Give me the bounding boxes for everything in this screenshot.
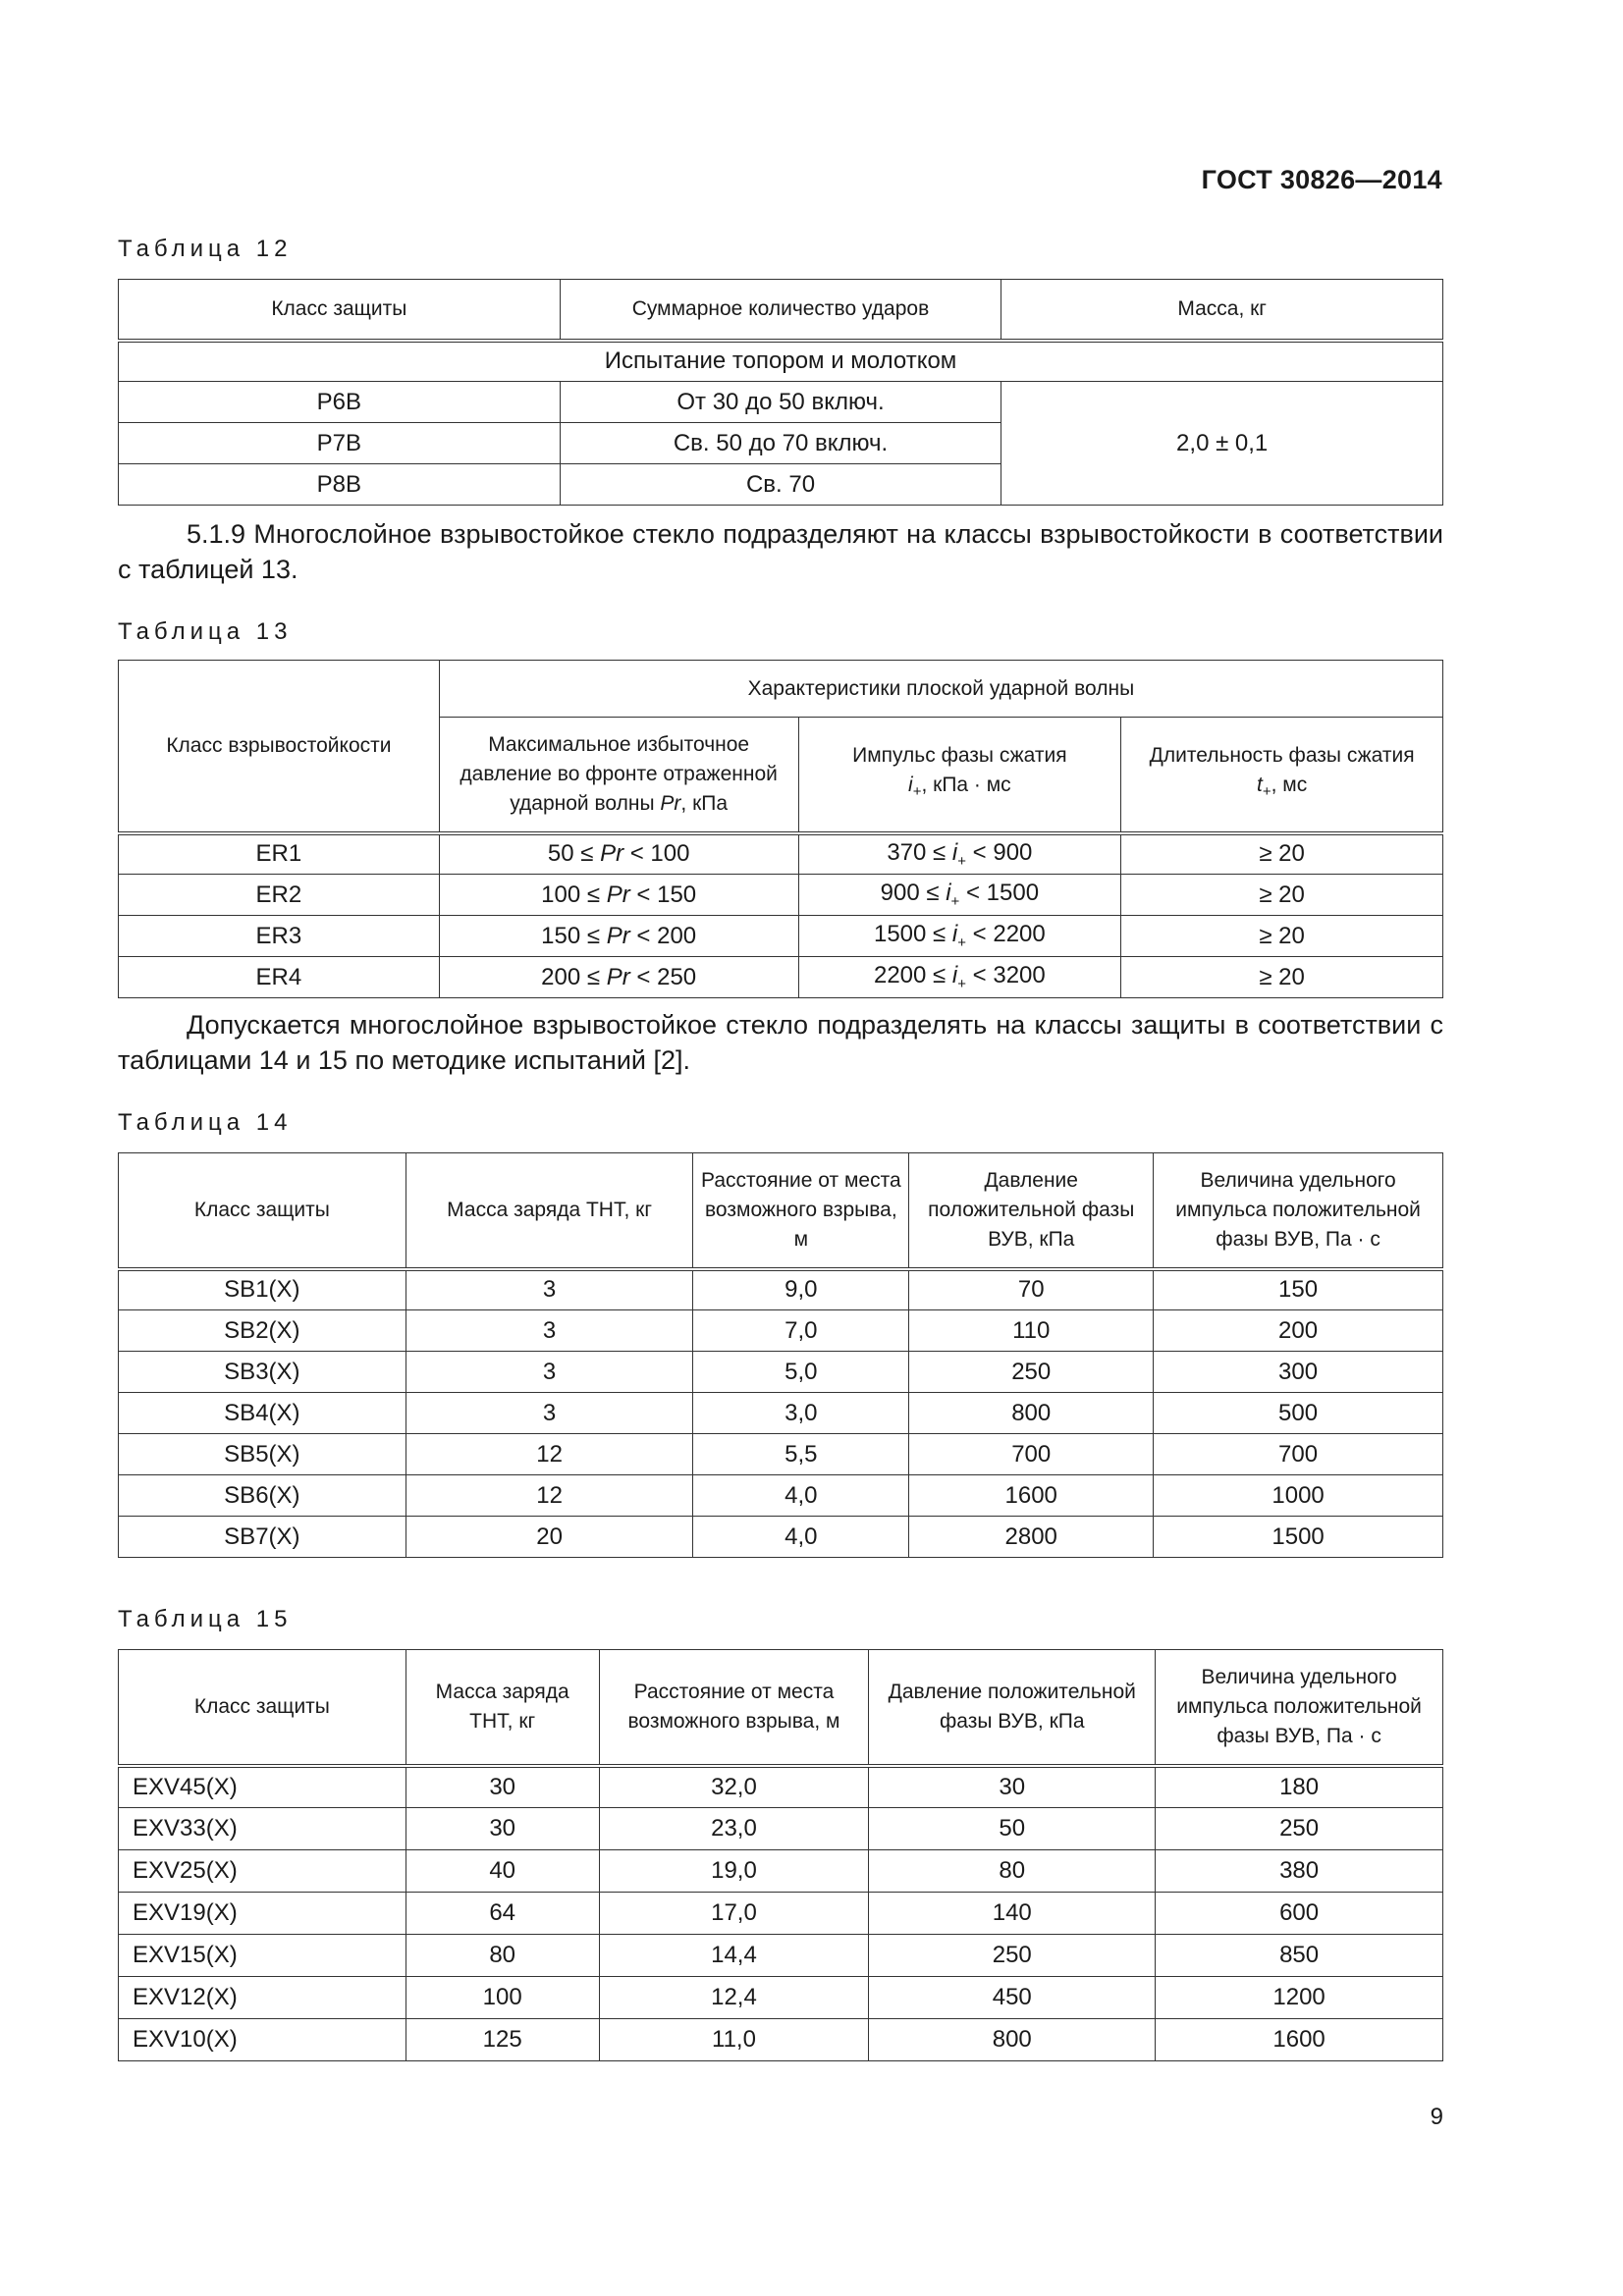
table-cell: EXV10(X) xyxy=(119,2019,406,2061)
table-cell: 800 xyxy=(869,2019,1156,2061)
table-row xyxy=(119,2019,1443,2061)
table-cell: ≥ 20 xyxy=(1121,875,1443,916)
table-cell: 70 xyxy=(909,1269,1154,1310)
table-cell: 64 xyxy=(406,1893,599,1935)
table-cell: EXV25(X) xyxy=(119,1850,406,1893)
table-cell: $2200 \le i_+ < 3200$ xyxy=(798,957,1121,998)
table-cell: ≥ 20 xyxy=(1121,916,1443,957)
header-cell: Класс взрывостойкости xyxy=(119,661,440,833)
table-row xyxy=(119,916,1443,957)
table-cell: 150 xyxy=(1154,1269,1443,1310)
table-row xyxy=(119,1766,1443,1808)
table-row xyxy=(119,1393,1443,1434)
table-cell: 300 xyxy=(1154,1352,1443,1393)
table-cell: EXV45(X) xyxy=(119,1766,406,1808)
table-cell: 1600 xyxy=(1156,2019,1443,2061)
group-header: Характеристики плоской ударной волны xyxy=(439,661,1442,718)
table-cell: 150 ≤ Pr < 200 xyxy=(439,916,798,957)
table-cell: SB4(X) xyxy=(119,1393,406,1434)
header-cell: Величина удельного импульса положительной фазы ВУВ, Па · с xyxy=(1154,1153,1443,1269)
table-cell: 2800 xyxy=(909,1517,1154,1558)
table-row xyxy=(119,1893,1443,1935)
table-cell: 3,0 xyxy=(693,1393,909,1434)
page-number: 9 xyxy=(1430,2104,1443,2130)
table-12-caption: Таблица 12 xyxy=(118,236,293,262)
table-cell: Св. 50 до 70 включ. xyxy=(560,423,1001,464)
header-cell: Давление положительной фазы ВУВ, кПа xyxy=(869,1650,1156,1766)
table-row xyxy=(119,833,1443,875)
table-cell: ER3 xyxy=(119,916,440,957)
table-cell: 11,0 xyxy=(599,2019,869,2061)
table-cell: $370 \le i_+ < 900$ xyxy=(798,833,1121,875)
header-cell: Величина удельного импульса положительной фазы ВУВ, Па · с xyxy=(1156,1650,1443,1766)
table-row xyxy=(119,382,1443,423)
header-cell: Суммарное количество ударов xyxy=(560,280,1001,341)
table-cell: 100 xyxy=(406,1977,599,2019)
table-cell: 50 ≤ Pr < 100 xyxy=(439,833,798,875)
table-cell: 700 xyxy=(909,1434,1154,1475)
table-cell: 12 xyxy=(406,1434,693,1475)
table-cell: 250 xyxy=(909,1352,1154,1393)
table-row xyxy=(119,957,1443,998)
table-cell: 125 xyxy=(406,2019,599,2061)
table-cell: 110 xyxy=(909,1310,1154,1352)
table-cell: 250 xyxy=(1156,1808,1443,1850)
table-cell: P7B xyxy=(119,423,561,464)
table-cell: От 30 до 50 включ. xyxy=(560,382,1001,423)
table-14-caption: Таблица 14 xyxy=(118,1109,293,1136)
table-13-caption: Таблица 13 xyxy=(118,618,293,645)
table-15 xyxy=(118,1649,1443,2061)
header-cell: Класс защиты xyxy=(119,280,561,341)
table-row xyxy=(119,1269,1443,1310)
table-cell: 100 ≤ Pr < 150 xyxy=(439,875,798,916)
table-cell: 30 xyxy=(869,1766,1156,1808)
table-cell: 1200 xyxy=(1156,1977,1443,2019)
table-cell: P8B xyxy=(119,464,561,506)
table-cell: SB2(X) xyxy=(119,1310,406,1352)
table-cell: 1000 xyxy=(1154,1475,1443,1517)
paragraph-5-1-9: 5.1.9 Многослойное взрывостойкое стекло подразделяют на классы взрывостойкости в соответствии с таблицей 13. xyxy=(118,519,1443,584)
table-cell: ER4 xyxy=(119,957,440,998)
table-cell: 30 xyxy=(406,1766,599,1808)
table-cell: 3 xyxy=(406,1352,693,1393)
table-cell: 12,4 xyxy=(599,1977,869,2019)
table-cell: SB1(X) xyxy=(119,1269,406,1310)
header-cell: Класс защиты xyxy=(119,1650,406,1766)
table-cell: SB6(X) xyxy=(119,1475,406,1517)
table-cell: 140 xyxy=(869,1893,1156,1935)
table-cell: EXV12(X) xyxy=(119,1977,406,2019)
header-cell: Давление положительной фазы ВУВ, кПа xyxy=(909,1153,1154,1269)
table-cell: 30 xyxy=(406,1808,599,1850)
table-cell: 19,0 xyxy=(599,1850,869,1893)
table-cell: 50 xyxy=(869,1808,1156,1850)
table-cell: 20 xyxy=(406,1517,693,1558)
table-cell: $900 \le i_+ < 1500$ xyxy=(798,875,1121,916)
table-cell: 1600 xyxy=(909,1475,1154,1517)
table-cell: SB3(X) xyxy=(119,1352,406,1393)
table-15-caption: Таблица 15 xyxy=(118,1606,293,1632)
table-cell: 9,0 xyxy=(693,1269,909,1310)
table-cell: 12 xyxy=(406,1475,693,1517)
table-cell: 250 xyxy=(869,1935,1156,1977)
table-cell: 800 xyxy=(909,1393,1154,1434)
mass-merged-cell: 2,0 ± 0,1 xyxy=(1001,382,1443,506)
table-cell: 7,0 xyxy=(693,1310,909,1352)
table-cell: 700 xyxy=(1154,1434,1443,1475)
table-row xyxy=(119,1310,1443,1352)
table-cell: 500 xyxy=(1154,1393,1443,1434)
table-cell: 5,5 xyxy=(693,1434,909,1475)
table-cell: ER2 xyxy=(119,875,440,916)
table-cell: 4,0 xyxy=(693,1517,909,1558)
table-cell: P6B xyxy=(119,382,561,423)
table-cell: 1500 xyxy=(1154,1517,1443,1558)
table-cell: 80 xyxy=(869,1850,1156,1893)
table-cell: SB7(X) xyxy=(119,1517,406,1558)
table-row xyxy=(119,1935,1443,1977)
table-cell: 180 xyxy=(1156,1766,1443,1808)
table-cell: 17,0 xyxy=(599,1893,869,1935)
header-cell: Масса заряда ТНТ, кг xyxy=(406,1153,693,1269)
table-13 xyxy=(118,660,1443,998)
table-row xyxy=(119,1475,1443,1517)
table-row xyxy=(119,875,1443,916)
table-cell: 200 xyxy=(1154,1310,1443,1352)
table-cell: 14,4 xyxy=(599,1935,869,1977)
table-cell: 32,0 xyxy=(599,1766,869,1808)
header-cell: Импульс фазы сжатия $i_+$, кПа · мс xyxy=(798,718,1121,833)
table-cell: 200 ≤ Pr < 250 xyxy=(439,957,798,998)
table-cell: 600 xyxy=(1156,1893,1443,1935)
table-cell: 450 xyxy=(869,1977,1156,2019)
table-row xyxy=(119,1434,1443,1475)
header-cell: Масса, кг xyxy=(1001,280,1443,341)
table-14 xyxy=(118,1152,1443,1558)
header-cell: Расстояние от места возможного взрыва, м xyxy=(599,1650,869,1766)
table-row xyxy=(119,1850,1443,1893)
table-row xyxy=(119,1977,1443,2019)
header-cell: Максимальное избыточное давление во фронте отраженной ударной волны Pr, кПа xyxy=(439,718,798,833)
table-row xyxy=(119,1808,1443,1850)
table-cell: EXV33(X) xyxy=(119,1808,406,1850)
table-row xyxy=(119,1352,1443,1393)
header-cell: Масса заряда ТНТ, кг xyxy=(406,1650,599,1766)
table-cell: 40 xyxy=(406,1850,599,1893)
paragraph-tables-14-15: Допускается многослойное взрывостойкое стекло подразделять на классы защиты в соответствии с таблицами 14 и 15 по методике испытаний [2]. xyxy=(118,1010,1443,1075)
table-cell: 3 xyxy=(406,1393,693,1434)
table-cell: 850 xyxy=(1156,1935,1443,1977)
section-row: Испытание топором и молотком xyxy=(119,341,1443,382)
table-cell: ER1 xyxy=(119,833,440,875)
header-cell: Длительность фазы сжатия $t_+$, мс xyxy=(1121,718,1443,833)
table-cell: EXV15(X) xyxy=(119,1935,406,1977)
table-cell: 380 xyxy=(1156,1850,1443,1893)
document-id: ГОСТ 30826—2014 xyxy=(1201,165,1442,194)
table-cell: SB5(X) xyxy=(119,1434,406,1475)
table-cell: EXV19(X) xyxy=(119,1893,406,1935)
header-cell: Расстояние от места возможного взрыва, м xyxy=(693,1153,909,1269)
table-cell: 23,0 xyxy=(599,1808,869,1850)
table-12 xyxy=(118,279,1443,506)
table-cell: 4,0 xyxy=(693,1475,909,1517)
header-cell: Класс защиты xyxy=(119,1153,406,1269)
table-cell: ≥ 20 xyxy=(1121,957,1443,998)
table-row xyxy=(119,1517,1443,1558)
table-cell: $1500 \le i_+ < 2200$ xyxy=(798,916,1121,957)
table-cell: ≥ 20 xyxy=(1121,833,1443,875)
table-cell: 3 xyxy=(406,1310,693,1352)
table-cell: Св. 70 xyxy=(560,464,1001,506)
table-cell: 5,0 xyxy=(693,1352,909,1393)
table-cell: 80 xyxy=(406,1935,599,1977)
table-cell: 3 xyxy=(406,1269,693,1310)
